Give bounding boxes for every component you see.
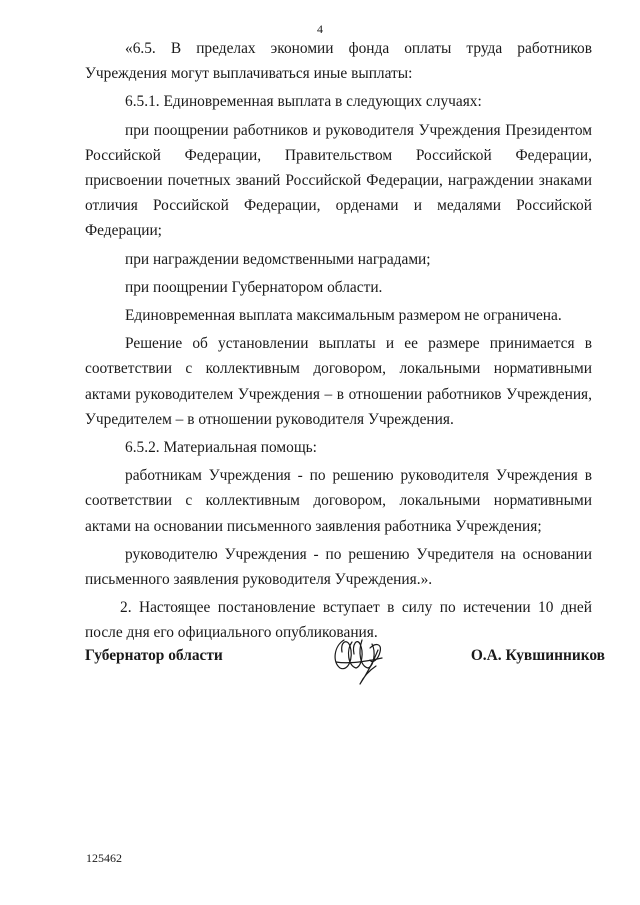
paragraph-departmental-award: при награждении ведомственными наградами;	[125, 250, 431, 268]
page-number: 4	[317, 22, 323, 36]
paragraph-6-5-1: 6.5.1. Единовременная выплата в следующих случаях:	[125, 93, 482, 111]
signatory-name: О.А. Кувшинников	[470, 647, 605, 664]
paragraph-president-award: при поощрении работников и руководителя Учреждения Президентом Российской Федерации, Правительством Российской Федерации, присвоении почетных званий Российской Федерации, награждении знаками отличия Российской Федерации, орденами и медалями Российской Федерации;	[85, 121, 592, 240]
handwritten-signature	[330, 632, 390, 690]
paragraph-6-5-2: 6.5.2. Материальная помощь:	[125, 439, 317, 457]
paragraph-decision: Решение об установлении выплаты и ее размере принимается в соответствии с коллективным договором, локальными нормативными актами руководителем Учреждения – в отношении работников Учреждения, Учредителем – в отношении руководителя Учреждения.	[85, 335, 592, 428]
paragraph-head-aid: руководителю Учреждения - по решению Учредителя на основании письменного заявления руководителя Учреждения.».	[85, 545, 592, 589]
signature-block	[85, 632, 605, 712]
paragraph-payment-limit: Единовременная выплата максимальным размером не ограничена.	[125, 307, 562, 325]
paragraph-6-5: «6.5. В пределах экономии фонда оплаты труда работников Учреждения могут выплачиваться иные выплаты:	[85, 40, 592, 83]
paragraph-governor-award: при поощрении Губернатором области.	[125, 278, 383, 296]
document-body	[85, 36, 592, 649]
paragraph-point-2: 2. Настоящее постановление вступает в силу по истечении 10 дней после дня его официального опубликования.	[85, 599, 592, 642]
paragraph-employees-aid: работникам Учреждения - по решению руководителя Учреждения в соответствии с коллективным договором, локальными нормативными актами на основании письменного заявления работника Учреждения;	[85, 467, 592, 535]
registry-number: 125462	[86, 851, 122, 865]
signatory-title: Губернатор области	[85, 647, 223, 664]
